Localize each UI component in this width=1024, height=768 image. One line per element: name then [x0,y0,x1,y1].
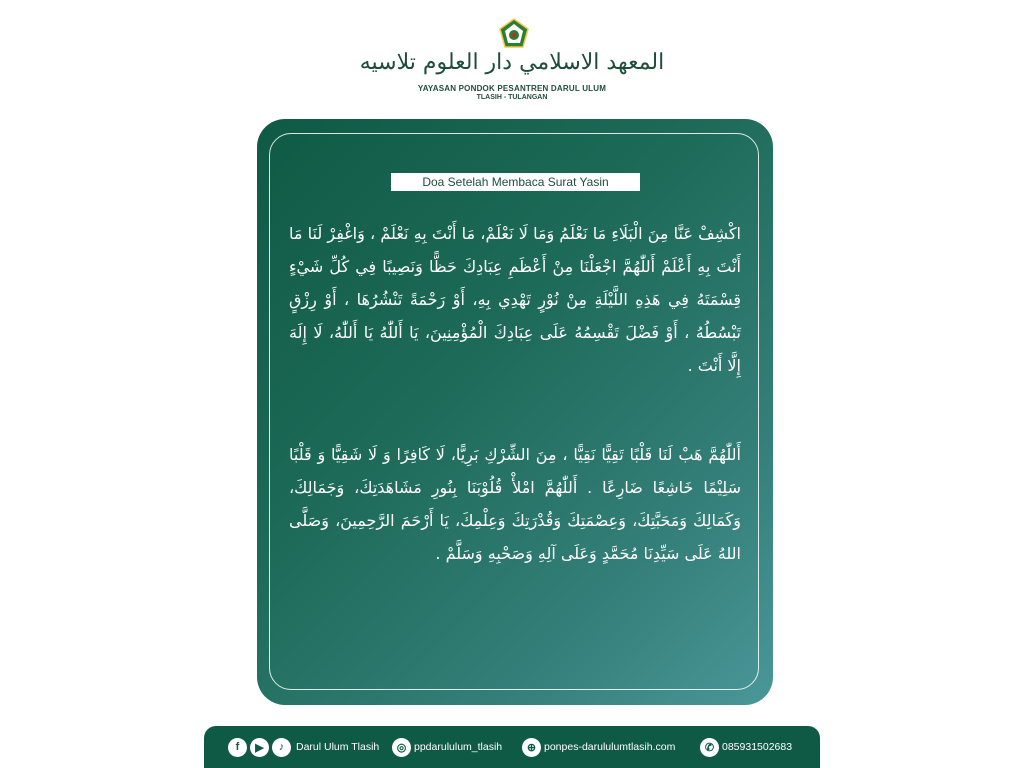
page-header [0,0,1024,110]
whatsapp-icon[interactable]: ✆ [700,738,719,757]
footer-phone-number: 085931502683 [722,741,793,753]
location-text: TLASIH - TULANGAN [476,94,548,101]
tiktok-icon[interactable]: ♪ [272,738,291,757]
footer-instagram[interactable] [392,726,502,768]
youtube-icon[interactable]: ▶ [250,738,269,757]
doa-title: Doa Setelah Membaca Surat Yasin [391,173,640,191]
doa-paragraph-2: أَللّٰهُمَّ هَبْ لَنَا قَلْبًا تَقِيًّا نَقِيًّا ، مِنَ الشِّرْكِ بَرِيًّا، لَا كَافِرًا وَ لَا شَقِيًّا وَ قَلْبًا سَلِيْمًا خَاشِعًا ضَارِعًا . أَللّٰهُمَّ امْلأْ قُلُوْبَنَا بِنُورِ مَشَاهَدَتِكَ، وَجَمَالِكَ، وَكَمَالِكَ وَمَحَبَّتِكَ، وَعِصْمَتِكَ وَقُدْرَتِكَ وَعِلْمِكَ، يَا أَرْحَمَ الرَّحِمِينَ، وَصَلَّى اللهُ عَلَى سَيِّدِنَا مُحَمَّدٍ وَعَلَى آلِهِ وَصَحْبِهِ وَسَلَّمْ . [289,445,741,563]
footer-bar [204,726,820,768]
footer-phone[interactable] [700,726,792,768]
arabic-institution-name: المعهد الاسلامي دار العلوم تلاسيه [359,50,665,75]
footer-social-name: Darul Ulum Tlasih [296,741,380,753]
footer-social[interactable] [228,726,379,768]
doa-paragraph-1: اكْشِفْ عَنَّا مِنَ الْبَلَاءِ مَا نَعْلَمُ وَمَا لَا نَعْلَمْ، مَا أَنْتَ بِهِ نَعْلَمْ ، وَاغْفِرْ لَنَا مَا أَنْتَ بِهِ أَعْلَمْ أَللّٰهُمَّ اجْعَلْنَا مِنْ أَعْظَمِ عِبَادِكَ حَظًّا وَنَصِيبًا فِي كُلِّ شَيْءٍ قِسْمَتَهُ فِي هَذِهِ اللَّيْلَةِ مِنْ نُوْرٍ تَهْدِي بِهِ، أَوْ رَحْمَةً تَنْشُرُهَا ، أَوْ رِزْقٍ تَبْسُطُهُ ، أَوْ فَضْلَ تَقْسِمُهُ عَلَى عِبَادِكَ الْمُؤْمِنِينَ، يَا أَللّٰهُ يَا أَللّٰهُ، لَا إِلَهَ إِلَّا أَنْتَ . [289,224,741,375]
footer-instagram-handle: ppdarululum_tlasih [414,741,503,753]
instagram-icon[interactable]: ◎ [392,738,411,757]
doa-card [257,119,773,705]
footer-website-url: ponpes-darululumtlasih.com [544,741,676,753]
footer-website[interactable] [522,726,675,768]
foundation-name: YAYASAN PONDOK PESANTREN DARUL ULUM [417,84,607,93]
pesantren-logo-icon [498,18,530,50]
facebook-icon[interactable]: f [228,738,247,757]
globe-icon[interactable]: ⊕ [522,738,541,757]
